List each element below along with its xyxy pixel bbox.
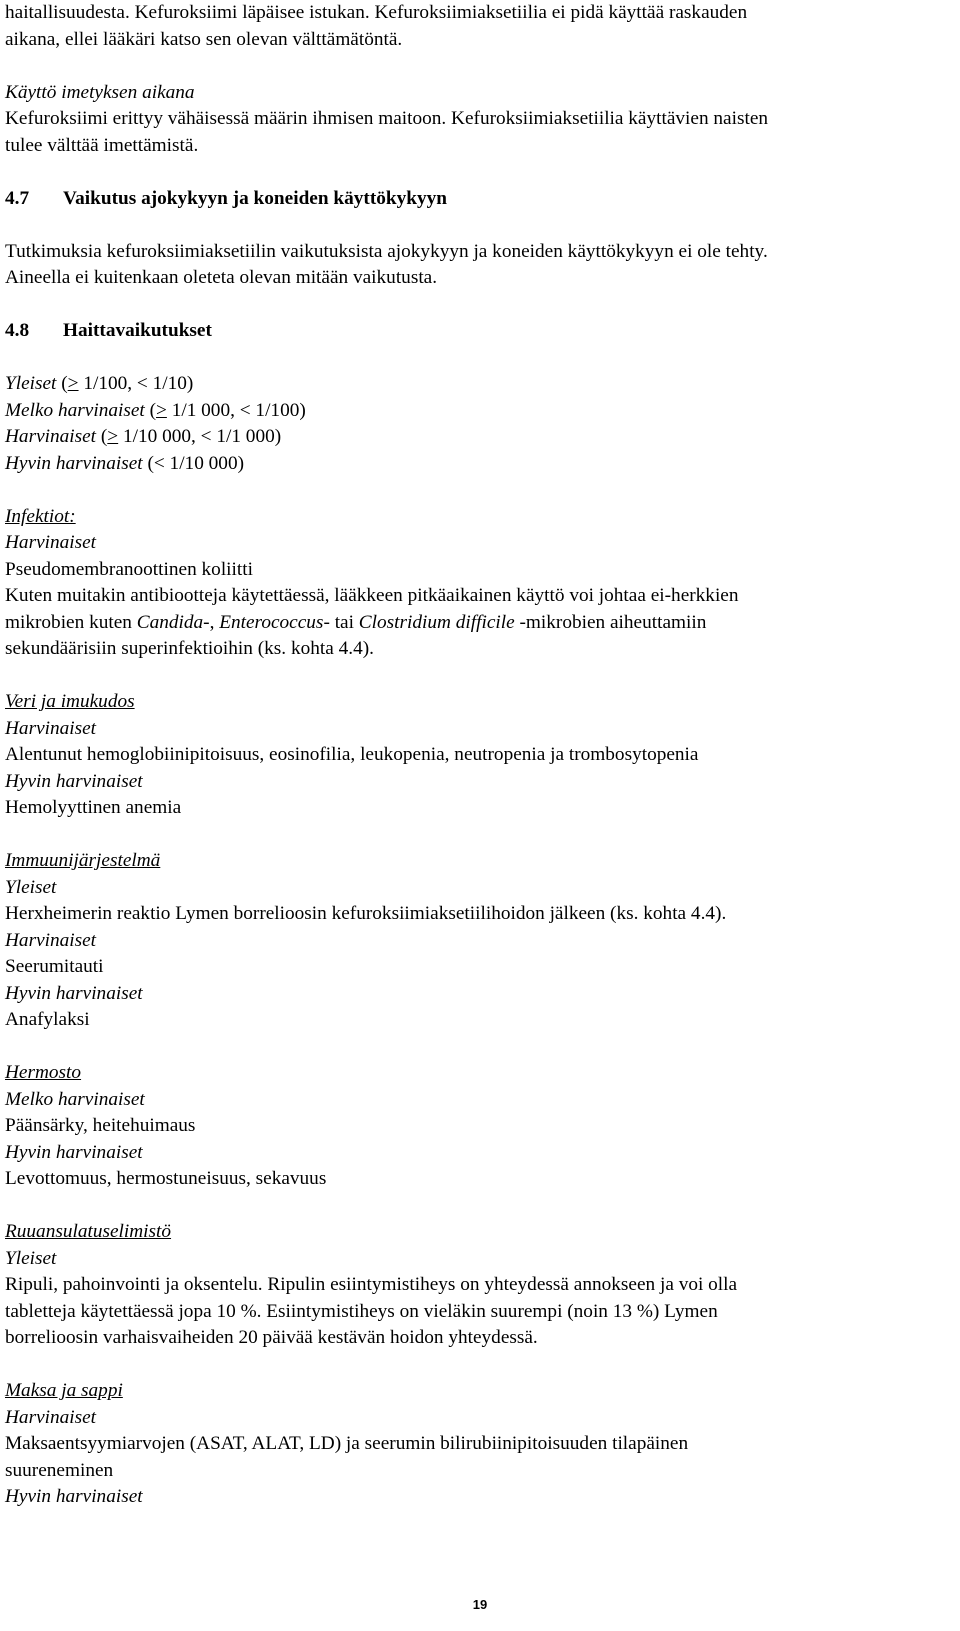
soc-title-nervous: Hermosto: [5, 1062, 82, 1083]
frequency-definition: Harvinaiset (> 1/10 000, < 1/1 000): [5, 426, 282, 447]
adverse-effect: Pseudomembranoottinen koliitti: [5, 558, 253, 580]
frequency-label: Hyvin harvinaiset: [5, 1141, 143, 1163]
frequency-label: Harvinaiset: [5, 532, 97, 553]
frequency-definition: Hyvin harvinaiset (< 1/10 000): [5, 452, 245, 474]
frequency-label: Harvinaiset: [5, 929, 97, 951]
infections-text: sekundäärisiin superinfektioihin (ks. kohta 4.4).: [5, 638, 374, 659]
frequency-label: Harvinaiset: [5, 717, 97, 739]
section-4-7-line: Aineella ei kuitenkaan oleteta olevan mitään vaikutusta.: [5, 267, 438, 288]
frequency-label: Melko harvinaiset: [5, 1088, 145, 1110]
soc-title-blood: Veri ja imukudos: [5, 691, 135, 712]
intro-line: aikana, ellei lääkäri katso sen olevan välttämätöntä.: [5, 28, 403, 50]
adverse-effect: Herxheimerin reaktio Lymen borrelioosin kefuroksiimiaksetiilihoidon jälkeen (ks. kohta 4.4).: [5, 903, 727, 924]
frequency-label: Yleiset: [5, 876, 57, 898]
soc-title-infections: Infektiot:: [5, 505, 76, 527]
section-4-7-line: Tutkimuksia kefuroksiimiaksetiilin vaikutuksista ajokykyyn ja koneiden käyttökykyyn ei ole tehty.: [5, 240, 768, 262]
document-page: [5, 0, 955, 1511]
section-title: Vaikutus ajokykyyn ja koneiden käyttökykyyn: [63, 187, 447, 209]
breastfeeding-line: Kefuroksiimi erittyy vähäisessä määrin ihmisen maitoon. Kefuroksiimiaksetiilia käyttävien naisten: [5, 108, 769, 129]
frequency-label: Hyvin harvinaiset: [5, 1486, 143, 1507]
frequency-label: Harvinaiset: [5, 1406, 97, 1428]
liver-text: suureneminen: [5, 1459, 114, 1481]
section-number: 4.7: [5, 187, 30, 209]
frequency-label: Hyvin harvinaiset: [5, 982, 143, 1004]
section-number: 4.8: [5, 320, 30, 341]
adverse-effect: Hemolyyttinen anemia: [5, 797, 182, 818]
liver-text: Maksaentsyymiarvojen (ASAT, ALAT, LD) ja seerumin bilirubiinipitoisuuden tilapäinen: [5, 1433, 689, 1454]
adverse-effect: Seerumitauti: [5, 956, 104, 977]
soc-title-liver: Maksa ja sappi: [5, 1380, 123, 1401]
frequency-definition: Yleiset (> 1/100, < 1/10): [5, 373, 194, 394]
page-number: 19: [472, 1597, 488, 1612]
soc-title-immune: Immuunijärjestelmä: [5, 850, 161, 871]
adverse-effect: Päänsärky, heitehuimaus: [5, 1115, 196, 1136]
infections-text: Kuten muitakin antibiootteja käytettäessä, lääkkeen pitkäaikainen käyttö voi johtaa ei-herkkien: [5, 585, 739, 606]
adverse-effect: Levottomuus, hermostuneisuus, sekavuus: [5, 1168, 327, 1189]
soc-title-gi: Ruuansulatuselimistö: [5, 1221, 172, 1242]
section-heading-4-7: [5, 186, 955, 213]
adverse-effect: Anafylaksi: [5, 1009, 90, 1030]
infections-text: mikrobien kuten Candida-, Enterococcus- tai Clostridium difficile -mikrobien aiheuttamiin: [5, 611, 707, 633]
section-title: Haittavaikutukset: [63, 320, 212, 341]
frequency-label: Hyvin harvinaiset: [5, 770, 143, 792]
gi-text: Ripuli, pahoinvointi ja oksentelu. Ripulin esiintymistiheys on yhteydessä annokseen ja voi olla: [5, 1274, 738, 1295]
frequency-label: Yleiset: [5, 1247, 57, 1269]
adverse-effect: Alentunut hemoglobiinipitoisuus, eosinofilia, leukopenia, neutropenia ja trombosytopenia: [5, 744, 699, 765]
gi-text: tabletteja käytettäessä jopa 10 %. Esiintymistiheys on vieläkin suurempi (noin 13 %) Lymen: [5, 1300, 718, 1322]
breastfeeding-line: tulee välttää imettämistä.: [5, 134, 199, 156]
gi-text: borrelioosin varhaisvaiheiden 20 päivää kestävän hoidon yhteydessä.: [5, 1327, 538, 1348]
intro-line: haitallisuudesta. Kefuroksiimi läpäisee istukan. Kefuroksiimiaksetiilia ei pidä käyttää raskauden: [5, 2, 748, 23]
section-heading-4-8: [5, 318, 955, 345]
breastfeeding-title: Käyttö imetyksen aikana: [5, 81, 195, 103]
frequency-definition: Melko harvinaiset (> 1/1 000, < 1/100): [5, 399, 306, 421]
